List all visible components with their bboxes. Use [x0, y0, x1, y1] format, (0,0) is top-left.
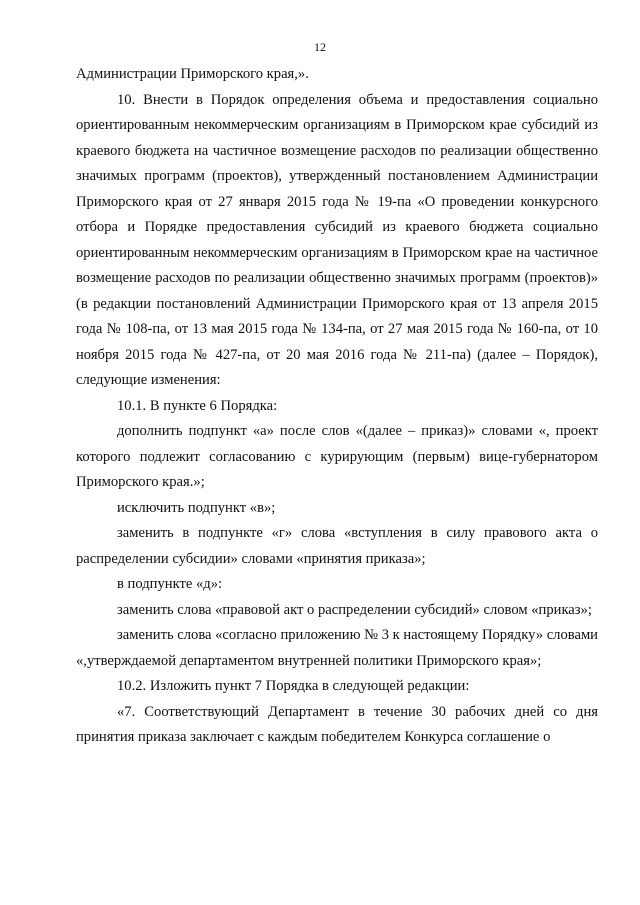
paragraph-item-10-2: 10.2. Изложить пункт 7 Порядка в следующей редакции:: [117, 678, 470, 694]
paragraph-amendment-d-2: заменить слова «согласно приложению № 3 к настоящему Порядку» словами «,утверждаемой департаментом внутренней политики Приморского края»;: [76, 627, 598, 669]
paragraph-point-7: «7. Соответствующий Департамент в течение 30 рабочих дней со дня принятия приказа заключает с каждым победителем Конкурса соглашение о: [76, 703, 598, 745]
page-number: 12: [314, 40, 326, 54]
paragraph-amendment-g: заменить в подпункте «г» слова «вступления в силу правового акта о распределении субсидии» словами «принятия приказа»;: [76, 525, 598, 567]
document-body: [76, 62, 598, 751]
paragraph-subpoint-d: в подпункте «д»:: [117, 576, 223, 592]
paragraph-amendment-v: исключить подпункт «в»;: [117, 499, 276, 516]
paragraph-item-10-1: 10.1. В пункте 6 Порядка:: [117, 397, 278, 414]
paragraph-amendment-a: дополнить подпункт «а» после слов «(далее – приказ)» словами «, проект которого подлежит согласованию с курирующим (первым) вице-губернатором Приморского края.»;: [76, 423, 598, 490]
paragraph-amendment-d-1: заменить слова «правовой акт о распределении субсидий» словом «приказ»;: [117, 601, 592, 618]
paragraph-item-10: 10. Внести в Порядок определения объема и предоставления социально ориентированным некоммерческим организациям в Приморском крае субсидий из краевого бюджета на частичное возмещение расходов по реализации общественно значимых программ (проектов), утвержденный постановлением Администрации Приморского края от 27 января 2015 года № 19-па «О проведении конкурсного отбора и Порядке предоставления субсидий из краевого бюджета социально ориентированным некоммерческим организациям в Приморском крае на частичное возмещение расходов по реализации общественно значимых программ (проектов)» (в редакции постановлений Администрации Приморского края от 13 апреля 2015 года № 108-па, от 13 мая 2015 года № 134-па, от 27 мая 2015 года № 160-па, от 10 ноября 2015 года № 427-па, от 20 мая 2016 года № 211-па) (далее – Порядок), следующие изменения:: [76, 91, 598, 388]
paragraph-continuation: Администрации Приморского края,».: [76, 66, 309, 82]
